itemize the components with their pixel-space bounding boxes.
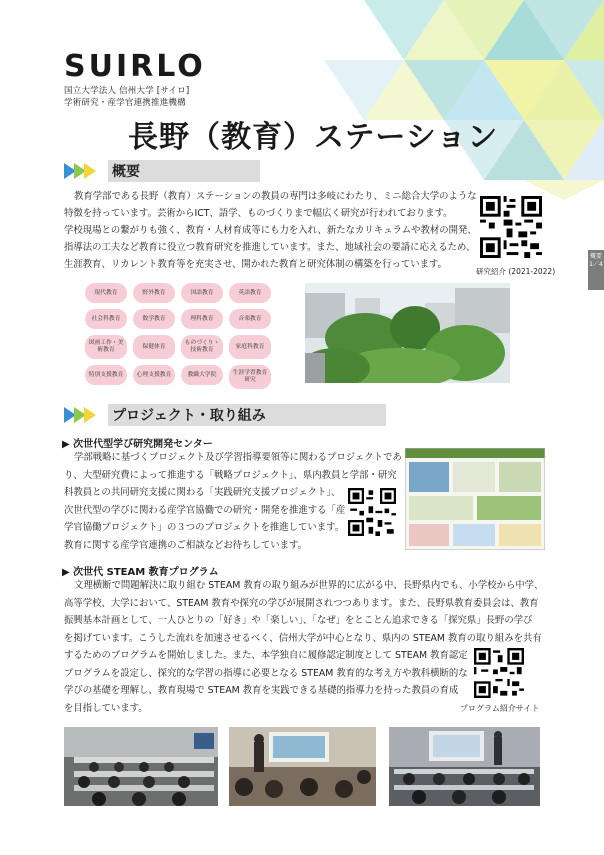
overview-line: 生涯教育、リカレント教育等を充実させ、開かれた教育と研究体制の構築を行っています。 [64,259,448,270]
center-line: 次世代型の学びに関わる産学官協働での研究・開発を推進する「産 [64,504,346,516]
field-tag: 特別支援教育 [85,365,127,385]
center-line: 教育に関する産学官連携のご相談などお待ちしています。 [64,539,308,551]
field-tag-cloud [85,283,275,389]
overview-line: 教育学部である長野（教育）ステーションの教員の専門は多岐にわたり、ミニ総合大学のような [74,191,477,202]
steam-line: 振興基本計画として、一人ひとりの「好き」や「楽しい」、「なぜ」をとことん追求できる「探究県」長野の学び [64,615,533,626]
overview-qr-code[interactable] [480,196,542,258]
center-website-screenshot [405,448,545,550]
steam-qr-caption: プログラム紹介サイト [460,704,540,713]
steam-line: 高等学校、大学において、STEAM 教育や探究の学びが展開されつつあります。また、長野県教育委員会は、教育 [64,597,539,609]
steam-line: プログラムを設定し、探究的な学習の指導に必要となる STEAM 教育的な考え方や教科横断的な [64,667,468,679]
overview-qr-caption: 研究紹介 (2021-2022) [476,267,556,276]
field-tag: 音楽教育 [229,309,271,329]
logo [64,49,206,109]
qr-code-icon [480,196,542,258]
steam-line: を目指しています。 [64,702,148,714]
steam-line: 文理横断で問題解決に取り組む STEAM 教育の取り組みが世界的に広がる中、長野県内でも、小学校から中学、 [74,580,544,591]
field-tag: 図画工作・美術教育 [85,335,127,359]
field-tag: 数学教育 [133,309,175,329]
center-line: 科教員との共同研究支援に関わる「実践研究支援プロジェクト」、 [64,487,341,498]
field-tag: 家庭科教育 [229,335,271,359]
field-tag: 野外教育 [133,283,175,303]
field-tag: ものづくり・技術教育 [181,335,223,359]
projects-heading-text: プロジェクト・取り組み [108,404,386,426]
projects-heading [64,404,386,426]
page-tab-label: 概要 [589,253,602,260]
overview-heading [64,160,260,182]
overview-heading-text: 概要 [108,160,260,182]
overview-line: 特徴を持っています。芸術からICT、語学、ものづくりまで幅広く研究が行われております。 [64,208,453,219]
steam-qr-code[interactable] [474,648,524,698]
field-tag: 保健体育 [133,335,175,359]
campus-photo [305,283,510,383]
page-title: 長野（教育）ステーション [128,120,499,155]
logo-line1: 国立大学法人 信州大学 [サイロ] [64,86,190,96]
overview-line: 学校現場との繋がりも強く、教育・人材育成等にも力を入れ、新たなカリキュラムや教材の開発、 [64,225,477,236]
steam-line: を掲げています。こうした流れを加速させるべく、信州大学が中心となり、県内の STEAM 教育の取り組みを共有 [64,632,542,644]
field-tag: 現代教育 [85,283,127,303]
overview-paragraph [64,188,484,273]
steam-line: するためのプログラムを開始しました。また、本学独自に履修認定制度として STEAM 教育認定 [64,650,468,661]
field-tag: 社会科教育 [85,309,127,329]
field-tag: 英語教育 [229,283,271,303]
seminar-photo-2 [229,727,376,806]
steam-line: 学びの基礎を理解し、教育現場で STEAM 教育を実践できる基礎的指導力を持った教員の育成 [64,685,459,696]
field-tag: 生涯学習教育研究 [229,365,271,389]
qr-code-icon [348,488,396,536]
center-line: 学官協働プロジェクト」の３つのプロジェクトを推進しています。 [64,522,345,533]
qr-code-icon [474,648,524,698]
section-arrows-icon [64,405,102,425]
seminar-photo-3 [389,727,540,806]
overview-line: 指導法の工夫など教育に役立つ教育研究を推進しています。また、地域社会の要請に応えるため、 [64,242,476,253]
page-tab [588,250,604,290]
steam-title: ▶ 次世代 STEAM 教育プログラム [62,567,219,578]
seminar-photo-1 [64,727,218,806]
field-tag: 理科教育 [181,309,223,329]
logo-line2: 学術研究・産学官連携推進機構 [64,98,186,108]
page-tab-number: 1／4 [589,261,603,268]
center-line: 学部戦略に基づくプロジェクト及び学習指導要領等に関わるプロジェクトであ [74,452,402,463]
logo-mark: SUIRLO [64,49,206,84]
section-arrows-icon [64,161,102,181]
decorative-triangles [304,0,604,200]
field-tag: 教職大学院 [181,365,223,385]
field-tag: 国語教育 [181,283,223,303]
center-qr-code[interactable] [348,488,396,536]
field-tag: 心理支援教育 [133,365,175,385]
center-title: ▶ 次世代型学び研究開発センター [62,439,213,450]
center-line: り、大型研究費によって推進する「戦略プロジェクト」、県内教員と学部・研究 [64,469,397,481]
